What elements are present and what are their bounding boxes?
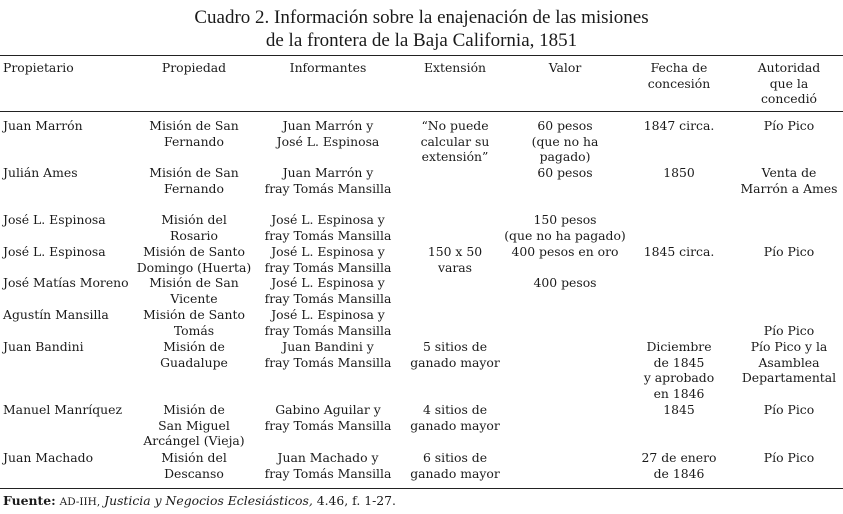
cell-line: pagado) bbox=[539, 149, 591, 164]
cell-line: San Miguel bbox=[158, 417, 230, 433]
cell-line: 60 pesos bbox=[537, 118, 593, 133]
cell-line: Gabino Aguilar y bbox=[275, 402, 381, 417]
cell-autoridad bbox=[734, 244, 843, 260]
cell-line: Pío Pico bbox=[763, 450, 815, 465]
cell-line: 1850 bbox=[663, 165, 695, 180]
cell-extension bbox=[400, 118, 510, 165]
cell-autoridad bbox=[734, 450, 843, 466]
cell-propiedad bbox=[119, 450, 269, 481]
cell-valor bbox=[495, 275, 635, 291]
cell-line: ganado mayor bbox=[410, 354, 500, 370]
cell-propietario bbox=[3, 165, 78, 181]
cell-propiedad bbox=[119, 307, 269, 338]
cell-fecha bbox=[624, 118, 734, 134]
cell-autoridad bbox=[734, 118, 843, 134]
cell-line: fray Tomás Mansilla bbox=[264, 417, 392, 433]
header-line: Propiedad bbox=[161, 60, 227, 75]
cell-line: José L. Espinosa y bbox=[271, 212, 385, 227]
cell-line: Misión de Santo bbox=[143, 307, 245, 322]
cell-line: en 1846 bbox=[653, 385, 705, 401]
cell-propiedad bbox=[119, 165, 269, 196]
cell-line: 150 pesos bbox=[533, 212, 597, 227]
cell-line: Asamblea bbox=[758, 354, 820, 370]
cell-line: Juan Marrón bbox=[3, 118, 83, 133]
cell-line: Misión de Santo bbox=[143, 244, 245, 259]
cell-autoridad bbox=[734, 165, 843, 196]
cell-propietario bbox=[3, 339, 84, 355]
cell-line: Pío Pico bbox=[763, 323, 815, 338]
cell-line: ganado mayor bbox=[410, 465, 500, 481]
cell-informantes bbox=[248, 307, 408, 338]
cell-line: Fernando bbox=[164, 180, 224, 196]
cell-fecha bbox=[624, 165, 734, 181]
cell-line: fray Tomás Mansilla bbox=[264, 227, 392, 243]
cell-extension bbox=[400, 402, 510, 433]
cell-line: y aprobado bbox=[643, 370, 715, 385]
header-line: concedió bbox=[760, 91, 817, 106]
cell-valor bbox=[495, 212, 635, 243]
header-informantes bbox=[248, 60, 408, 76]
header-autoridad bbox=[734, 60, 843, 107]
cell-line: Diciembre bbox=[646, 339, 712, 354]
cell-line: “No puede bbox=[421, 118, 489, 133]
cell-line: Rosario bbox=[170, 227, 218, 243]
header-rule bbox=[0, 111, 843, 112]
cell-line: 5 sitios de bbox=[422, 339, 488, 354]
header-line: Fecha de bbox=[650, 60, 708, 75]
cell-propiedad bbox=[119, 244, 269, 275]
cell-line: fray Tomás Mansilla bbox=[264, 290, 392, 306]
cell-line: Vicente bbox=[170, 290, 218, 306]
cell-autoridad bbox=[734, 402, 843, 418]
cell-line: 1847 circa. bbox=[643, 118, 715, 133]
cell-informantes bbox=[248, 450, 408, 481]
cell-line: (que no ha bbox=[531, 133, 599, 149]
header-propiedad bbox=[119, 60, 269, 76]
header-fecha bbox=[624, 60, 734, 91]
cell-line: 60 pesos bbox=[537, 165, 593, 180]
cell-informantes bbox=[248, 118, 408, 149]
cell-line: Juan Bandini bbox=[3, 339, 84, 354]
cell-line: de 1846 bbox=[653, 465, 705, 481]
cell-propietario bbox=[3, 212, 106, 228]
cell-propiedad bbox=[119, 275, 269, 306]
cell-line: Misión de San bbox=[149, 275, 239, 290]
cell-informantes bbox=[248, 165, 408, 196]
cell-propietario bbox=[3, 118, 83, 134]
cell-line: Venta de bbox=[761, 165, 817, 180]
cell-autoridad bbox=[734, 339, 843, 386]
source-pages: 4.46, f. 1-27. bbox=[316, 493, 396, 508]
cell-line: fray Tomás Mansilla bbox=[264, 465, 392, 481]
cell-line: 1845 bbox=[663, 402, 695, 417]
cell-line: Arcángel (Vieja) bbox=[143, 433, 245, 448]
cell-line: ganado mayor bbox=[410, 417, 500, 433]
cell-line: 400 pesos bbox=[533, 275, 597, 290]
cell-line: Manuel Manríquez bbox=[3, 402, 122, 417]
source-note bbox=[3, 493, 396, 510]
cell-valor bbox=[495, 244, 635, 260]
cell-line: Juan Marrón y bbox=[282, 118, 374, 133]
cell-line: varas bbox=[437, 259, 473, 275]
cell-line: Domingo (Huerta) bbox=[136, 259, 252, 275]
cell-valor bbox=[495, 118, 635, 165]
cell-fecha bbox=[624, 450, 734, 481]
header-line: que la bbox=[769, 75, 809, 91]
cell-informantes bbox=[248, 339, 408, 370]
cell-line: Misión de bbox=[163, 339, 225, 354]
cell-propiedad bbox=[119, 212, 269, 243]
cell-line: fray Tomás Mansilla bbox=[264, 322, 392, 338]
cell-propietario bbox=[3, 402, 122, 418]
cell-line: José L. Espinosa bbox=[3, 212, 106, 227]
source-work: Justicia y Negocios Eclesiásticos, bbox=[104, 493, 313, 508]
cell-line: Agustín Mansilla bbox=[3, 307, 109, 322]
cell-line: Guadalupe bbox=[160, 354, 228, 370]
header-line: Propietario bbox=[3, 60, 74, 75]
cell-line: Juan Marrón y bbox=[282, 165, 374, 180]
cell-line: Juan Bandini y bbox=[282, 339, 374, 354]
cell-line: José Matías Moreno bbox=[3, 275, 129, 290]
cell-line: Pío Pico bbox=[763, 244, 815, 259]
cell-line: extensión” bbox=[421, 149, 489, 164]
cell-line: Juan Machado y bbox=[277, 450, 379, 465]
cell-line: 6 sitios de bbox=[422, 450, 488, 465]
header-valor bbox=[495, 60, 635, 76]
header-line: Extensión bbox=[423, 60, 487, 75]
cell-line: Misión de San bbox=[149, 165, 239, 180]
cell-line: José L. Espinosa bbox=[3, 244, 106, 259]
header-propietario bbox=[3, 60, 74, 76]
cell-line: fray Tomás Mansilla bbox=[264, 180, 392, 196]
cell-line: Marrón a Ames bbox=[740, 180, 838, 196]
table-title-line-2: de la frontera de la Baja California, 1851 bbox=[265, 30, 578, 51]
cell-extension bbox=[400, 244, 510, 275]
cell-line: calcular su bbox=[420, 133, 490, 149]
cell-line: José L. Espinosa y bbox=[271, 307, 385, 322]
cell-extension bbox=[400, 450, 510, 481]
cell-line: 1845 circa. bbox=[643, 244, 715, 259]
cell-line: José L. Espinosa y bbox=[271, 275, 385, 290]
cell-informantes bbox=[248, 212, 408, 243]
cell-line: Misión de bbox=[163, 402, 225, 417]
cell-fecha bbox=[624, 339, 734, 401]
cell-propietario bbox=[3, 307, 109, 323]
cell-line: Juan Machado bbox=[3, 450, 94, 465]
cell-line: Misión del bbox=[161, 212, 227, 227]
cell-propietario bbox=[3, 275, 129, 291]
cell-line: fray Tomás Mansilla bbox=[264, 259, 392, 275]
cell-propiedad bbox=[119, 118, 269, 149]
header-line: Informantes bbox=[289, 60, 367, 75]
cell-valor bbox=[495, 165, 635, 181]
bottom-rule bbox=[0, 488, 843, 489]
cell-fecha bbox=[624, 244, 734, 260]
cell-line: 150 x 50 bbox=[427, 244, 483, 259]
cell-informantes bbox=[248, 244, 408, 275]
cell-propietario bbox=[3, 244, 106, 260]
cell-line: Descanso bbox=[164, 465, 224, 481]
cell-propietario bbox=[3, 450, 93, 466]
cell-line: Misión de San bbox=[149, 118, 239, 133]
cell-line: Pío Pico bbox=[763, 118, 815, 133]
cell-informantes bbox=[248, 402, 408, 433]
cell-line: José L. Espinosa y bbox=[271, 244, 385, 259]
cell-line: Tomás bbox=[173, 322, 215, 338]
source-archive: AD-IIH, bbox=[59, 496, 101, 508]
cell-line: (que no ha pagado) bbox=[504, 227, 626, 243]
cell-line: José L. Espinosa bbox=[276, 133, 380, 149]
cell-line: Misión del bbox=[161, 450, 227, 465]
cell-line: 27 de enero bbox=[641, 450, 717, 465]
header-line: Autoridad bbox=[757, 60, 821, 75]
cell-line: 400 pesos en oro bbox=[511, 244, 619, 259]
header-line: concesión bbox=[647, 75, 711, 91]
header-line: Valor bbox=[548, 60, 582, 75]
cell-propiedad bbox=[119, 402, 269, 449]
cell-line: Departamental bbox=[741, 370, 837, 385]
cell-line: Pío Pico bbox=[763, 402, 815, 417]
cell-autoridad bbox=[734, 323, 843, 339]
table-title-line-1: Cuadro 2. Información sobre la enajenación de las misiones bbox=[194, 7, 649, 28]
cell-line: Pío Pico y la bbox=[750, 339, 828, 354]
cell-fecha bbox=[624, 402, 734, 418]
cell-extension bbox=[400, 339, 510, 370]
cell-line: de 1845 bbox=[653, 354, 705, 370]
cell-line: Fernando bbox=[164, 133, 224, 149]
source-label: Fuente: bbox=[3, 493, 56, 508]
top-rule bbox=[0, 55, 843, 56]
cell-line: Julián Ames bbox=[3, 165, 78, 180]
header-extension bbox=[400, 60, 510, 76]
cell-propiedad bbox=[119, 339, 269, 370]
cell-informantes bbox=[248, 275, 408, 306]
cell-line: fray Tomás Mansilla bbox=[264, 354, 392, 370]
cell-line: 4 sitios de bbox=[422, 402, 488, 417]
